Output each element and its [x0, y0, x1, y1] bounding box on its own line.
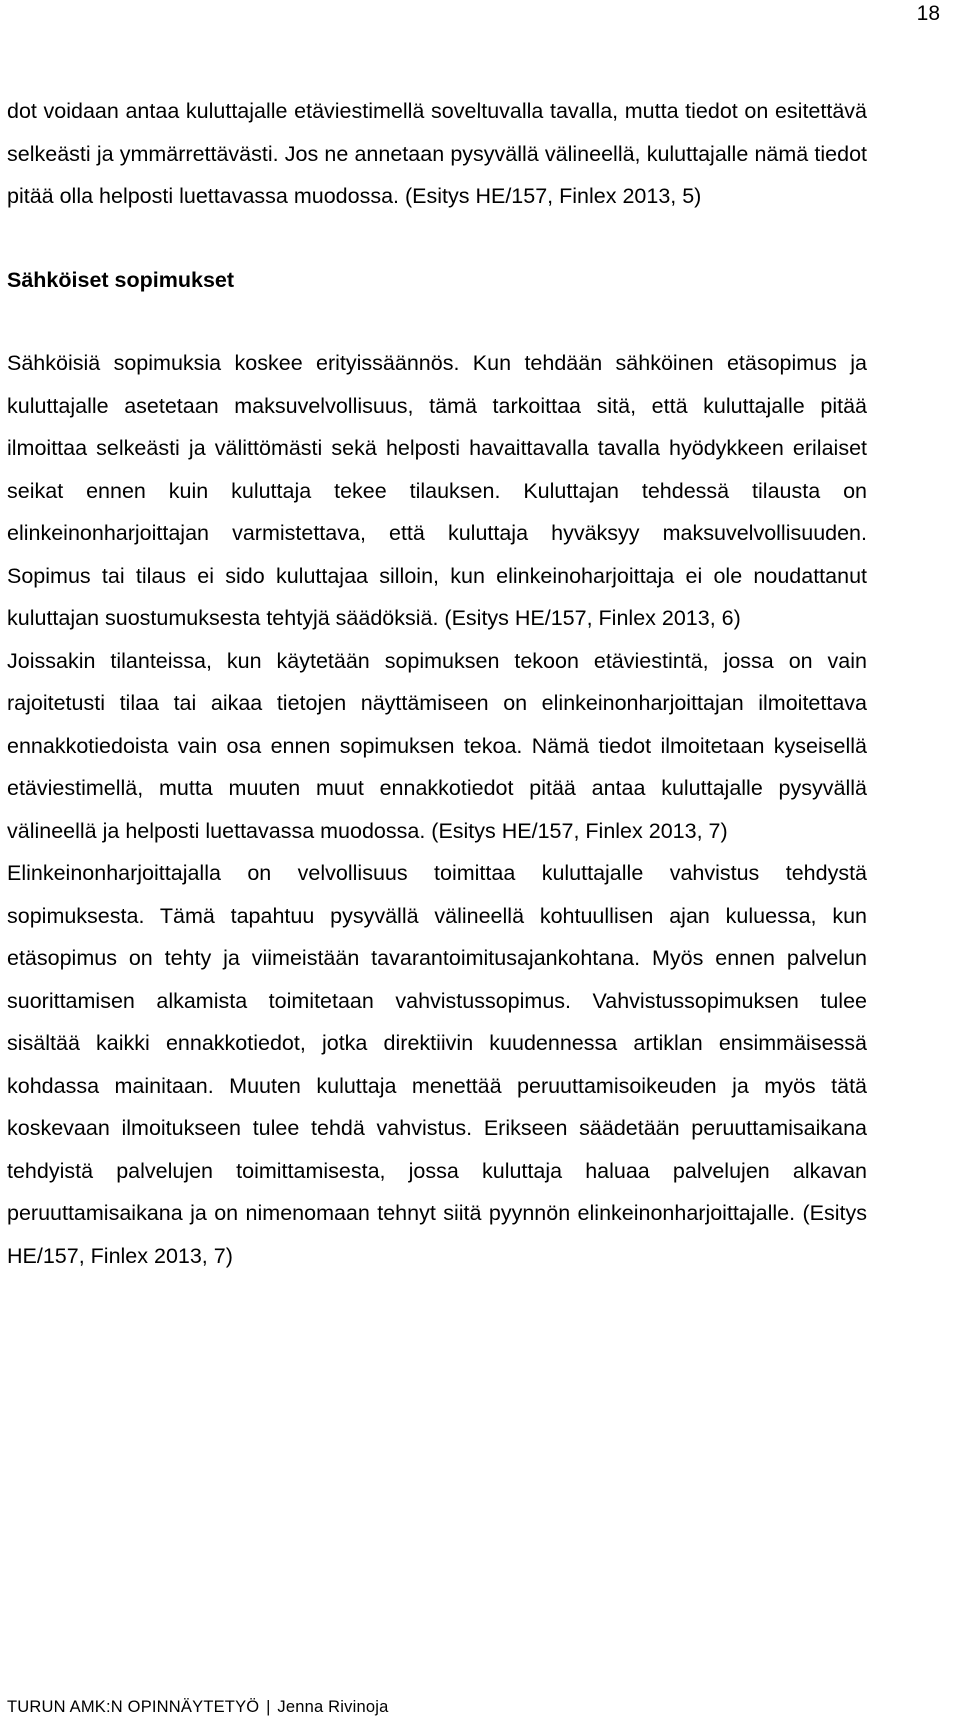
footer-separator: |	[266, 1698, 271, 1716]
paragraph-electronic-contracts: Sähköisiä sopimuksia koskee erityissäännös. Kun tehdään sähköinen etäsopimus ja kuluttajalle asetetaan maksuvelvollisuus, tämä tarkoittaa sitä, että kuluttajalle pitää ilmoittaa selkeästi ja välittömästi sekä helposti havaittavalla tavalla hyödykkeen erilaiset seikat ennen kuin kuluttaja tekee tilauksen. Kuluttajan tehdessä tilausta on elinkeinonharjoittajan varmistettava, että kuluttaja hyväksyy maksuvelvollisuuden. Sopimus tai tilaus ei sido kuluttajaa silloin, kun elinkeinoharjoittaja ei ole noudattanut kuluttajan suostumuksesta tehtyjä säädöksiä. (Esitys HE/157, Finlex 2013, 6)	[7, 351, 867, 630]
paragraph-confirmation: Elinkeinonharjoittajalla on velvollisuus toimittaa kuluttajalle vahvistus tehdystä sopimuksesta. Tämä tapahtuu pysyvällä välineellä kohtuullisen ajan kuluessa, kun etäsopimus on tehty ja viimeistään tavarantoimitusajankohtana. Myös ennen palvelun suorittamisen alkamista toimitetaan vahvistussopimus. Vahvistussopimuksen tulee sisältää kaikki ennakkotiedot, jotka direktiivin kuudennessa artiklan ensimmäisessä kohdassa mainitaan. Muuten kuluttaja menettää peruuttamisoikeuden ja myös tätä koskevaan ilmoitukseen tulee tehdä vahvistus. Erikseen säädetään peruuttamisaikana tehdyistä palvelujen toimittamisesta, jossa kuluttaja haluaa palvelujen alkavan peruuttamisaikana ja on nimenomaan tehnyt siitä pyynnön elinkeinonharjoittajalle. (Esitys HE/157, Finlex 2013, 7)	[7, 861, 867, 1268]
paragraph-limited-space: Joissakin tilanteissa, kun käytetään sopimuksen tekoon etäviestintä, jossa on vain rajoitetusti tilaa tai aikaa tietojen näyttämiseen on elinkeinonharjoittajan ilmoitettava ennakkotiedoista vain osa ennen sopimuksen tekoa. Nämä tiedot ilmoitetaan kyseisellä etäviestimellä, mutta muuten muut ennakkotiedot pitää antaa kuluttajalle pysyvällä välineellä ja helposti luettavassa muodossa. (Esitys HE/157, Finlex 2013, 7)	[7, 648, 867, 843]
footer-institution: TURUN AMK:N OPINNÄYTETYÖ	[7, 1698, 260, 1716]
page-footer	[7, 1698, 388, 1717]
section-heading: Sähköiset sopimukset	[7, 267, 235, 292]
document-body	[7, 90, 867, 1277]
page-number: 18	[916, 2, 940, 25]
footer-author: Jenna Rivinoja	[277, 1698, 389, 1716]
intro-paragraph: dot voidaan antaa kuluttajalle etäviestimellä soveltuvalla tavalla, mutta tiedot on esitettävä selkeästi ja ymmärrettävästi. Jos ne annetaan pysyvällä välineellä, kuluttajalle nämä tiedot pitää olla helposti luettavassa muodossa. (Esitys HE/157, Finlex 2013, 5)	[7, 99, 867, 208]
